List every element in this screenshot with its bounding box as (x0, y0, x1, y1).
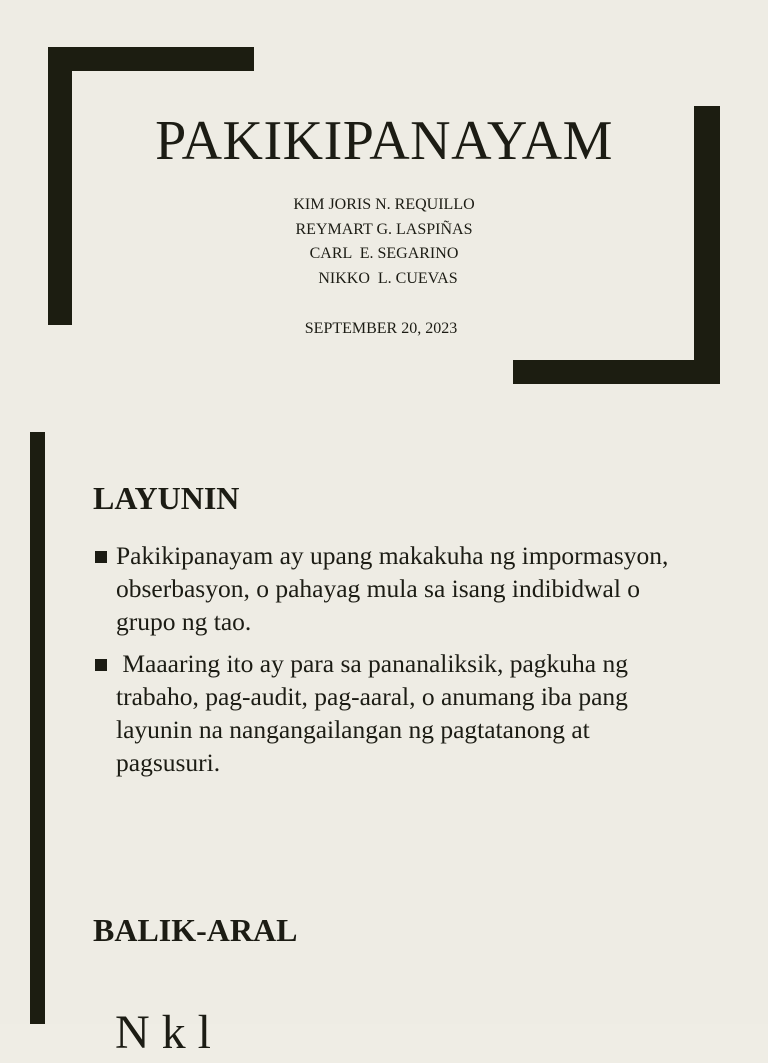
author-name: KIM JORIS N. REQUILLO (293, 196, 475, 213)
bullet-text: Pakikipanayam ay upang makakuha ng impormasyon, obserbasyon, o pahayag mula sa isang indibidwal o grupo ng tao. (116, 541, 669, 636)
left-accent-bar (30, 432, 45, 865)
author-name: CARL E. SEGARINO (309, 245, 459, 262)
bullet-item (93, 539, 693, 638)
frame-top-left-horizontal-bar (48, 47, 254, 71)
review-slide[interactable] (0, 865, 768, 1059)
square-bullet-icon (95, 659, 107, 671)
partial-body-text: N k l (115, 1006, 211, 1059)
objectives-slide[interactable] (0, 432, 768, 865)
author-name: NIKKO L. CUEVAS (310, 269, 458, 287)
author-list (0, 193, 768, 291)
bullet-text: Maaaring ito ay para sa pananaliksik, pagkuha ng trabaho, pag-audit, pag-aaral, o anumang iba pang layunin na nangangailangan ng pagtatanong at pagsusuri. (116, 649, 635, 777)
author-name: REYMART G. LASPIÑAS (295, 220, 473, 238)
title-slide[interactable] (0, 0, 768, 432)
bullet-item (93, 647, 693, 779)
slide-heading: BALIK-ARAL (93, 912, 298, 948)
bullet-list (93, 539, 693, 788)
presentation-date: SEPTEMBER 20, 2023 (304, 320, 458, 337)
slide-title: PAKIKIPANAYAM (155, 110, 613, 172)
left-accent-bar (30, 865, 45, 1024)
frame-bottom-right-horizontal-bar (513, 360, 720, 384)
slide-heading: LAYUNIN (93, 480, 240, 516)
square-bullet-icon (95, 551, 107, 563)
